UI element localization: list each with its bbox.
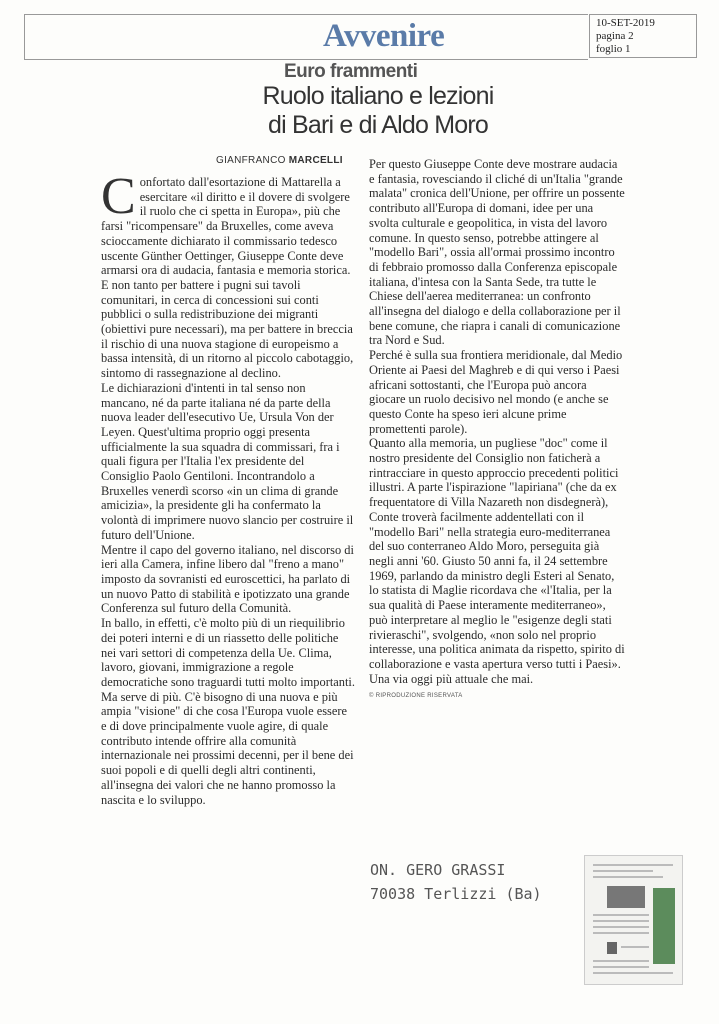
header-frame [24,14,588,60]
author-first-name: GIANFRANCO [216,155,286,166]
title-line-2: di Bari e di Aldo Moro [267,111,489,139]
paragraph: In ballo, in effetti, c'è molto più di un riequilibrio dei poteri interni e di un riassetto delle politiche nei vari settori di competenza della Ue. Clima, lavoro, giovani, immigrazione a regole democratiche sono traguardi tutti molto importanti. Ma serve di più. C'è bisogno di una nuova e più ampia "visione" di che cosa l'Europa vuole essere e di dove principalmente vuole agire, di quale contributo intende offrire alla comunità internazionale nei prossimi decenni, per il bene dei suoi popoli e di quelli degli altri continenti, all'insegna dei valori che ne hanno promosso la nascita e lo sviluppo. [101,616,355,807]
byline [216,155,343,166]
thumbnail-sidebar [653,888,675,964]
author-last-name: MARCELLI [288,155,343,166]
section-label: Euro frammenti [284,61,418,82]
stamp-name: ON. GERO GRASSI [370,861,506,879]
clipping-meta-box [589,14,697,58]
article-title [228,82,528,140]
paragraph: Per questo Giuseppe Conte deve mostrare audacia e fantasia, rovesciando il cliché di un'Italia "grande malata" cronica dell'Unione, per offrire un possente contributo all'Europa di domani, idee per una svolta culturale e geopolitica, in vista del lavoro comune. In questo senso, potrebbe attingere al "modello Bari", ossia all'ormai prossimo incontro di febbraio promosso dalla Conferenza episcopale italiana, d'intesa con la Santa Sede, tra tutte le Chiese dell'aerea mediterranea: un confronto all'insegna del dialogo e della collaborazione per il bene comune, che riapra i canali di comunicazione tra Nord e Sud. [369,157,625,348]
paragraph: onfortato dall'esortazione di Mattarella a esercitare «il diritto e il dovere di svolgere il ruolo che ci spetta in Europa», più che farsi "ricompensare" da Bruxelles, come aveva scioccamente dichiarato il commissario tedesco uscente Günther Oettinger, Giuseppe Conte deve armarsi ora di audacia, fantasia e memoria storica. E non tanto per battere i pugni sui tavoli comunitari, in cerca di concessioni sui conti pubblici o sulla redistribuzione dei migranti (obiettivi pure necessari), ma per battere in breccia il rischio di una nuova stagione di europeismo a bassa intensità, di un ritorno al piccolo cabotaggio, sintomo di rassegnazione al declino. [101,175,354,381]
clipping-date: 10-SET-2019 [596,17,655,29]
paragraph: Le dichiarazioni d'intenti in tal senso non mancano, né da parte italiana né da parte della nuova leader dell'esecutivo Ue, Ursula Von der Leyen. Quest'ultima proprio oggi presenta ufficialmente la sua squadra di commissari, fra i quali figura per l'Italia l'ex presidente del Consiglio Paolo Gentiloni. Incontrandolo a Bruxelles venerdì scorso «in un clima di grande amicizia», la presidente gli ha confermato la volontà di imprimere nuovo slancio per costruire il futuro dell'Unione. [101,380,354,542]
title-line-1: Ruolo italiano e lezioni [262,82,494,110]
dropcap: C [101,168,136,225]
article-column-1 [101,168,355,807]
thumbnail-photo [607,942,617,954]
article-column-2 [369,157,625,704]
address-stamp [370,858,542,906]
paragraph: Quanto alla memoria, un pugliese "doc" come il nostro presidente del Consiglio non faticherà a rintracciare in questo approccio precedenti politici illustri. A parte l'ispirazione "lapiriana" (che da ex frequentatore di Villa Nazareth non disdegnerà), Conte troverà facilmente addentellati con il "modello Bari" nella strategia euro-mediterranea del suo conterraneo Aldo Moro, perseguita già negli anni '60. Giusto 50 anni fa, il 24 settembre 1969, parlando da ministro degli Esteri al Senato, lo statista di Maglie ricordava che «l'Italia, per la sua qualità di Paese interamente mediterraneo», può interpretare al meglio le "esigenze degli stati rivieraschi", svolgendo, «non solo nel proprio interesse, una politica animata da rispetto, spirito di collaborazione e vasta apertura verso tutti i Paesi». Una via oggi più attuale che mai. [369,436,625,686]
paragraph: Perché è sulla sua frontiera meridionale, dal Medio Oriente ai Paesi del Maghreb e di qui verso i Paesi africani sottostanti, che l'Europa può ancora giocare un ruolo decisivo nel mondo (e anche se questo Conte ha speso ieri alcune prime promettenti parole). [369,348,623,436]
copyright-notice: © RIPRODUZIONE RISERVATA [369,693,463,700]
page-thumbnail [584,855,683,985]
paragraph: Mentre il capo del governo italiano, nel discorso di ieri alla Camera, infine libero dal "freno a mano" imposto da sovranisti ed euroscettici, ha parlato di un nuovo Patto di stabilità e ipotizzato una grande Conferenza sul futuro della Comunità. [101,542,354,616]
clipping-sheet: foglio 1 [596,43,631,55]
clipping-page: pagina 2 [596,30,634,42]
stamp-address: 70038 Terlizzi (Ba) [370,885,542,903]
newspaper-logo: Avvenire [323,18,445,54]
thumbnail-image [607,886,645,908]
